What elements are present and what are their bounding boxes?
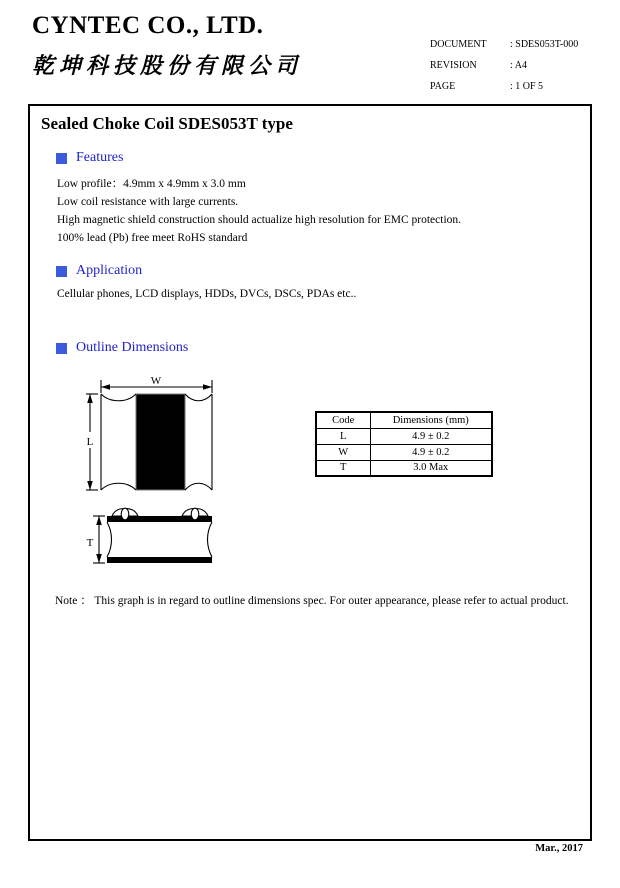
table-cell-dim: 3.0 Max	[370, 460, 492, 476]
doc-label-document: DOCUMENT	[430, 39, 487, 50]
table-header-row	[316, 412, 492, 428]
doc-info-row-document	[430, 34, 578, 55]
doc-value-revision: : A4	[510, 60, 527, 71]
top-view-diagram	[85, 374, 220, 498]
document-info-block	[430, 34, 578, 97]
application-heading-label: Application	[76, 263, 143, 278]
dimensions-table	[315, 411, 493, 477]
dimension-label-l: L	[86, 436, 94, 448]
table-row	[316, 460, 492, 476]
table-header-dimensions: Dimensions (mm)	[370, 412, 492, 428]
doc-info-row-revision	[430, 55, 578, 76]
features-section-heading	[56, 150, 123, 166]
doc-value-document: : SDES053T-000	[510, 39, 579, 50]
outline-heading-label: Outline Dimensions	[76, 340, 189, 355]
table-row	[316, 428, 492, 444]
table-row	[316, 444, 492, 460]
page-title: Sealed Choke Coil SDES053T type	[41, 114, 293, 133]
side-view-diagram	[85, 500, 220, 568]
doc-info-row-page	[430, 76, 578, 97]
table-cell-code: L	[316, 428, 370, 444]
blue-square-bullet-icon	[56, 343, 67, 354]
feature-item: Low profile：4.9mm x 4.9mm x 3.0 mm	[57, 178, 246, 190]
blue-square-bullet-icon	[56, 266, 67, 277]
outline-section-heading	[56, 340, 188, 356]
table-cell-dim: 4.9 ± 0.2	[370, 428, 492, 444]
part-outline-side-view	[107, 508, 212, 563]
table-cell-code: W	[316, 444, 370, 460]
feature-item: 100% lead (Pb) free meet RoHS standard	[57, 232, 248, 244]
blue-square-bullet-icon	[56, 153, 67, 164]
dimension-label-w: W	[150, 375, 162, 387]
table-header-code: Code	[316, 412, 370, 428]
l-dimension	[85, 394, 98, 490]
company-name-zh: 乾坤科技股份有限公司	[32, 53, 303, 78]
features-heading-label: Features	[76, 150, 124, 165]
company-name-en: CYNTEC CO., LTD.	[32, 12, 264, 39]
doc-label-revision: REVISION	[430, 60, 477, 71]
footer-date: Mar., 2017	[535, 843, 583, 854]
table-cell-dim: 4.9 ± 0.2	[370, 444, 492, 460]
doc-label-page: PAGE	[430, 81, 456, 92]
table-cell-code: T	[316, 460, 370, 476]
w-dimension	[101, 374, 212, 393]
outline-note: Note ： This graph is in regard to outline dimensions spec. For outer appearance, please refer to actual product.	[55, 595, 569, 607]
part-outline-top-view	[101, 394, 212, 490]
feature-item: High magnetic shield construction should actualize high resolution for EMC protection.	[57, 214, 462, 226]
feature-item: Low coil resistance with large currents.	[57, 196, 239, 208]
features-list	[57, 175, 577, 247]
t-dimension	[87, 516, 105, 563]
doc-value-page: : 1 OF 5	[510, 81, 544, 92]
application-section-heading	[56, 263, 142, 279]
dimension-label-t: T	[86, 537, 94, 549]
application-text: Cellular phones, LCD displays, HDDs, DVCs, DSCs, PDAs etc..	[57, 288, 357, 300]
